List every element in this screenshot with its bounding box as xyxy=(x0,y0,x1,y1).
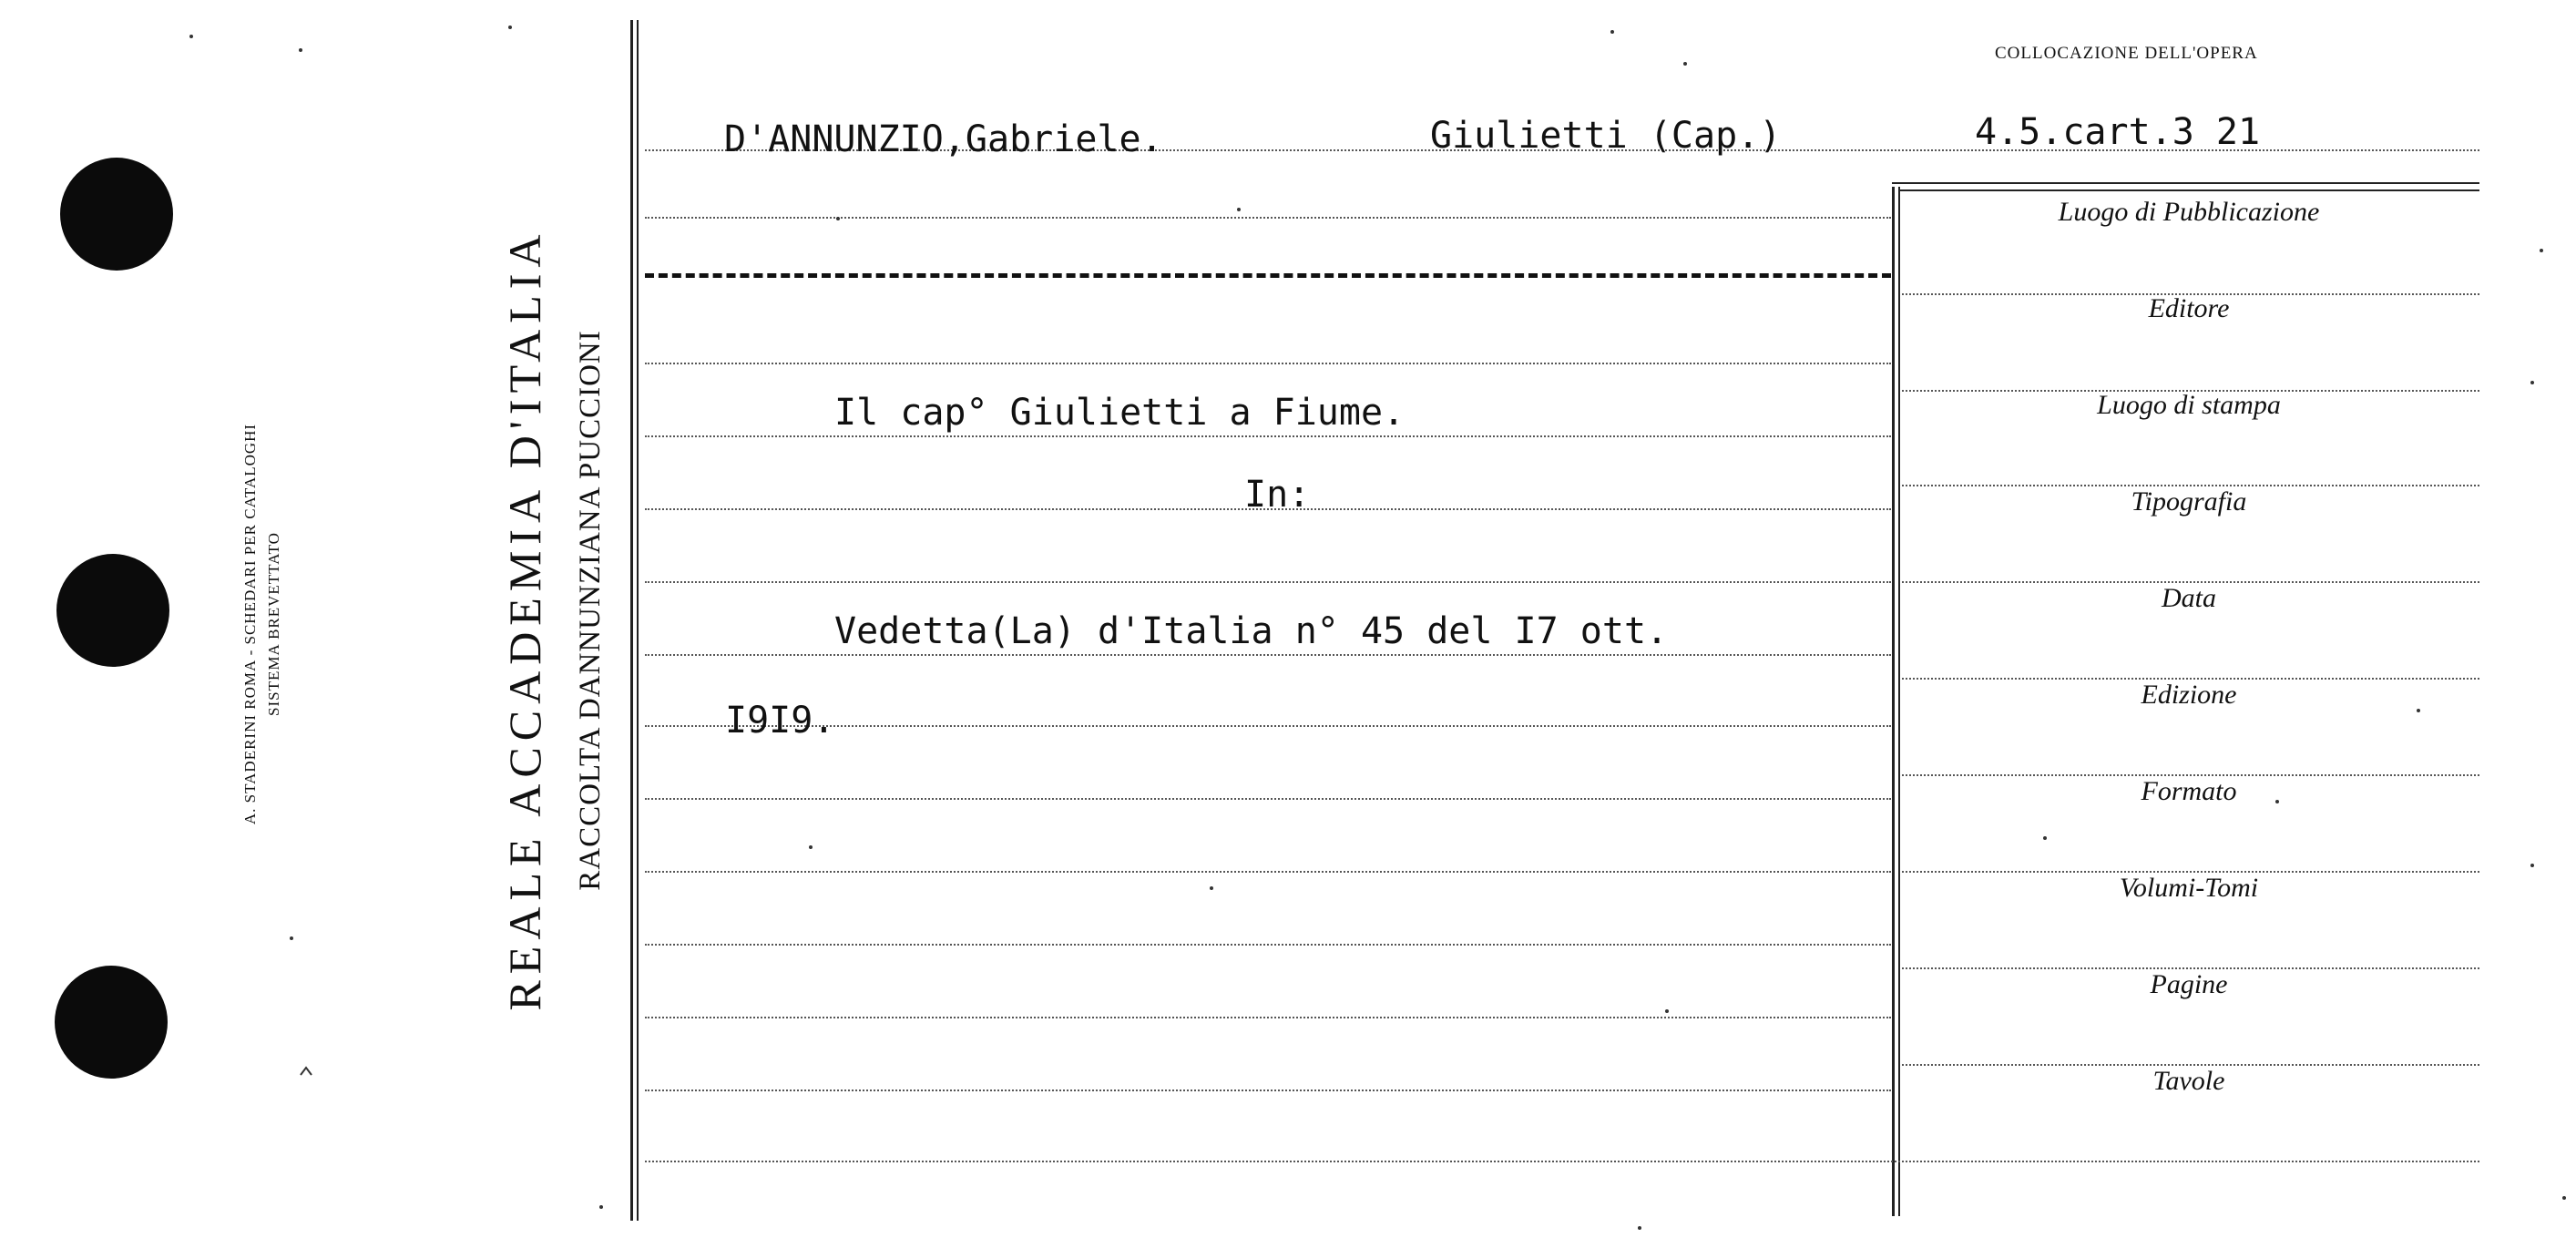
source-line-2: I9I9. xyxy=(725,700,835,742)
shelfmark: 4.5.cart.3 21 xyxy=(1975,111,2261,153)
field-volumi-tomi: Volumi-Tomi xyxy=(2119,873,2259,903)
printer-line-1: A. STADERINI ROMA - SCHEDARI PER CATALOGHI xyxy=(241,423,259,825)
printer-line-2: SISTEMA BREVETTATO xyxy=(265,532,282,716)
collection-title: RACCOLTA DANNUNZIANA PUCCIONI xyxy=(574,330,607,891)
in-label: In: xyxy=(1244,474,1311,516)
subject-heading: Giulietti (Cap.) xyxy=(1430,115,1782,157)
source-line-1: Vedetta(La) d'Italia n° 45 del I7 ott. xyxy=(834,610,1669,652)
field-editore: Editore xyxy=(2148,293,2230,323)
author-heading: D'ANNUNZIO,Gabriele. xyxy=(724,118,1163,160)
field-edizione: Edizione xyxy=(2141,680,2237,710)
field-tavole: Tavole xyxy=(2152,1066,2225,1096)
field-luogo-pubblicazione: Luogo di Pubblicazione xyxy=(2058,197,2320,227)
entry-title: Il cap° Giulietti a Fiume. xyxy=(834,392,1406,434)
academy-title: REALE ACCADEMIA D'ITALIA xyxy=(499,228,550,1011)
field-formato: Formato xyxy=(2141,776,2237,806)
field-data: Data xyxy=(2162,583,2216,613)
field-luogo-stampa: Luogo di stampa xyxy=(2097,390,2281,420)
collocazione-label: COLLOCAZIONE DELL'OPERA xyxy=(1995,44,2258,63)
field-pagine: Pagine xyxy=(2150,969,2228,999)
field-tipografia: Tipografia xyxy=(2131,486,2247,517)
